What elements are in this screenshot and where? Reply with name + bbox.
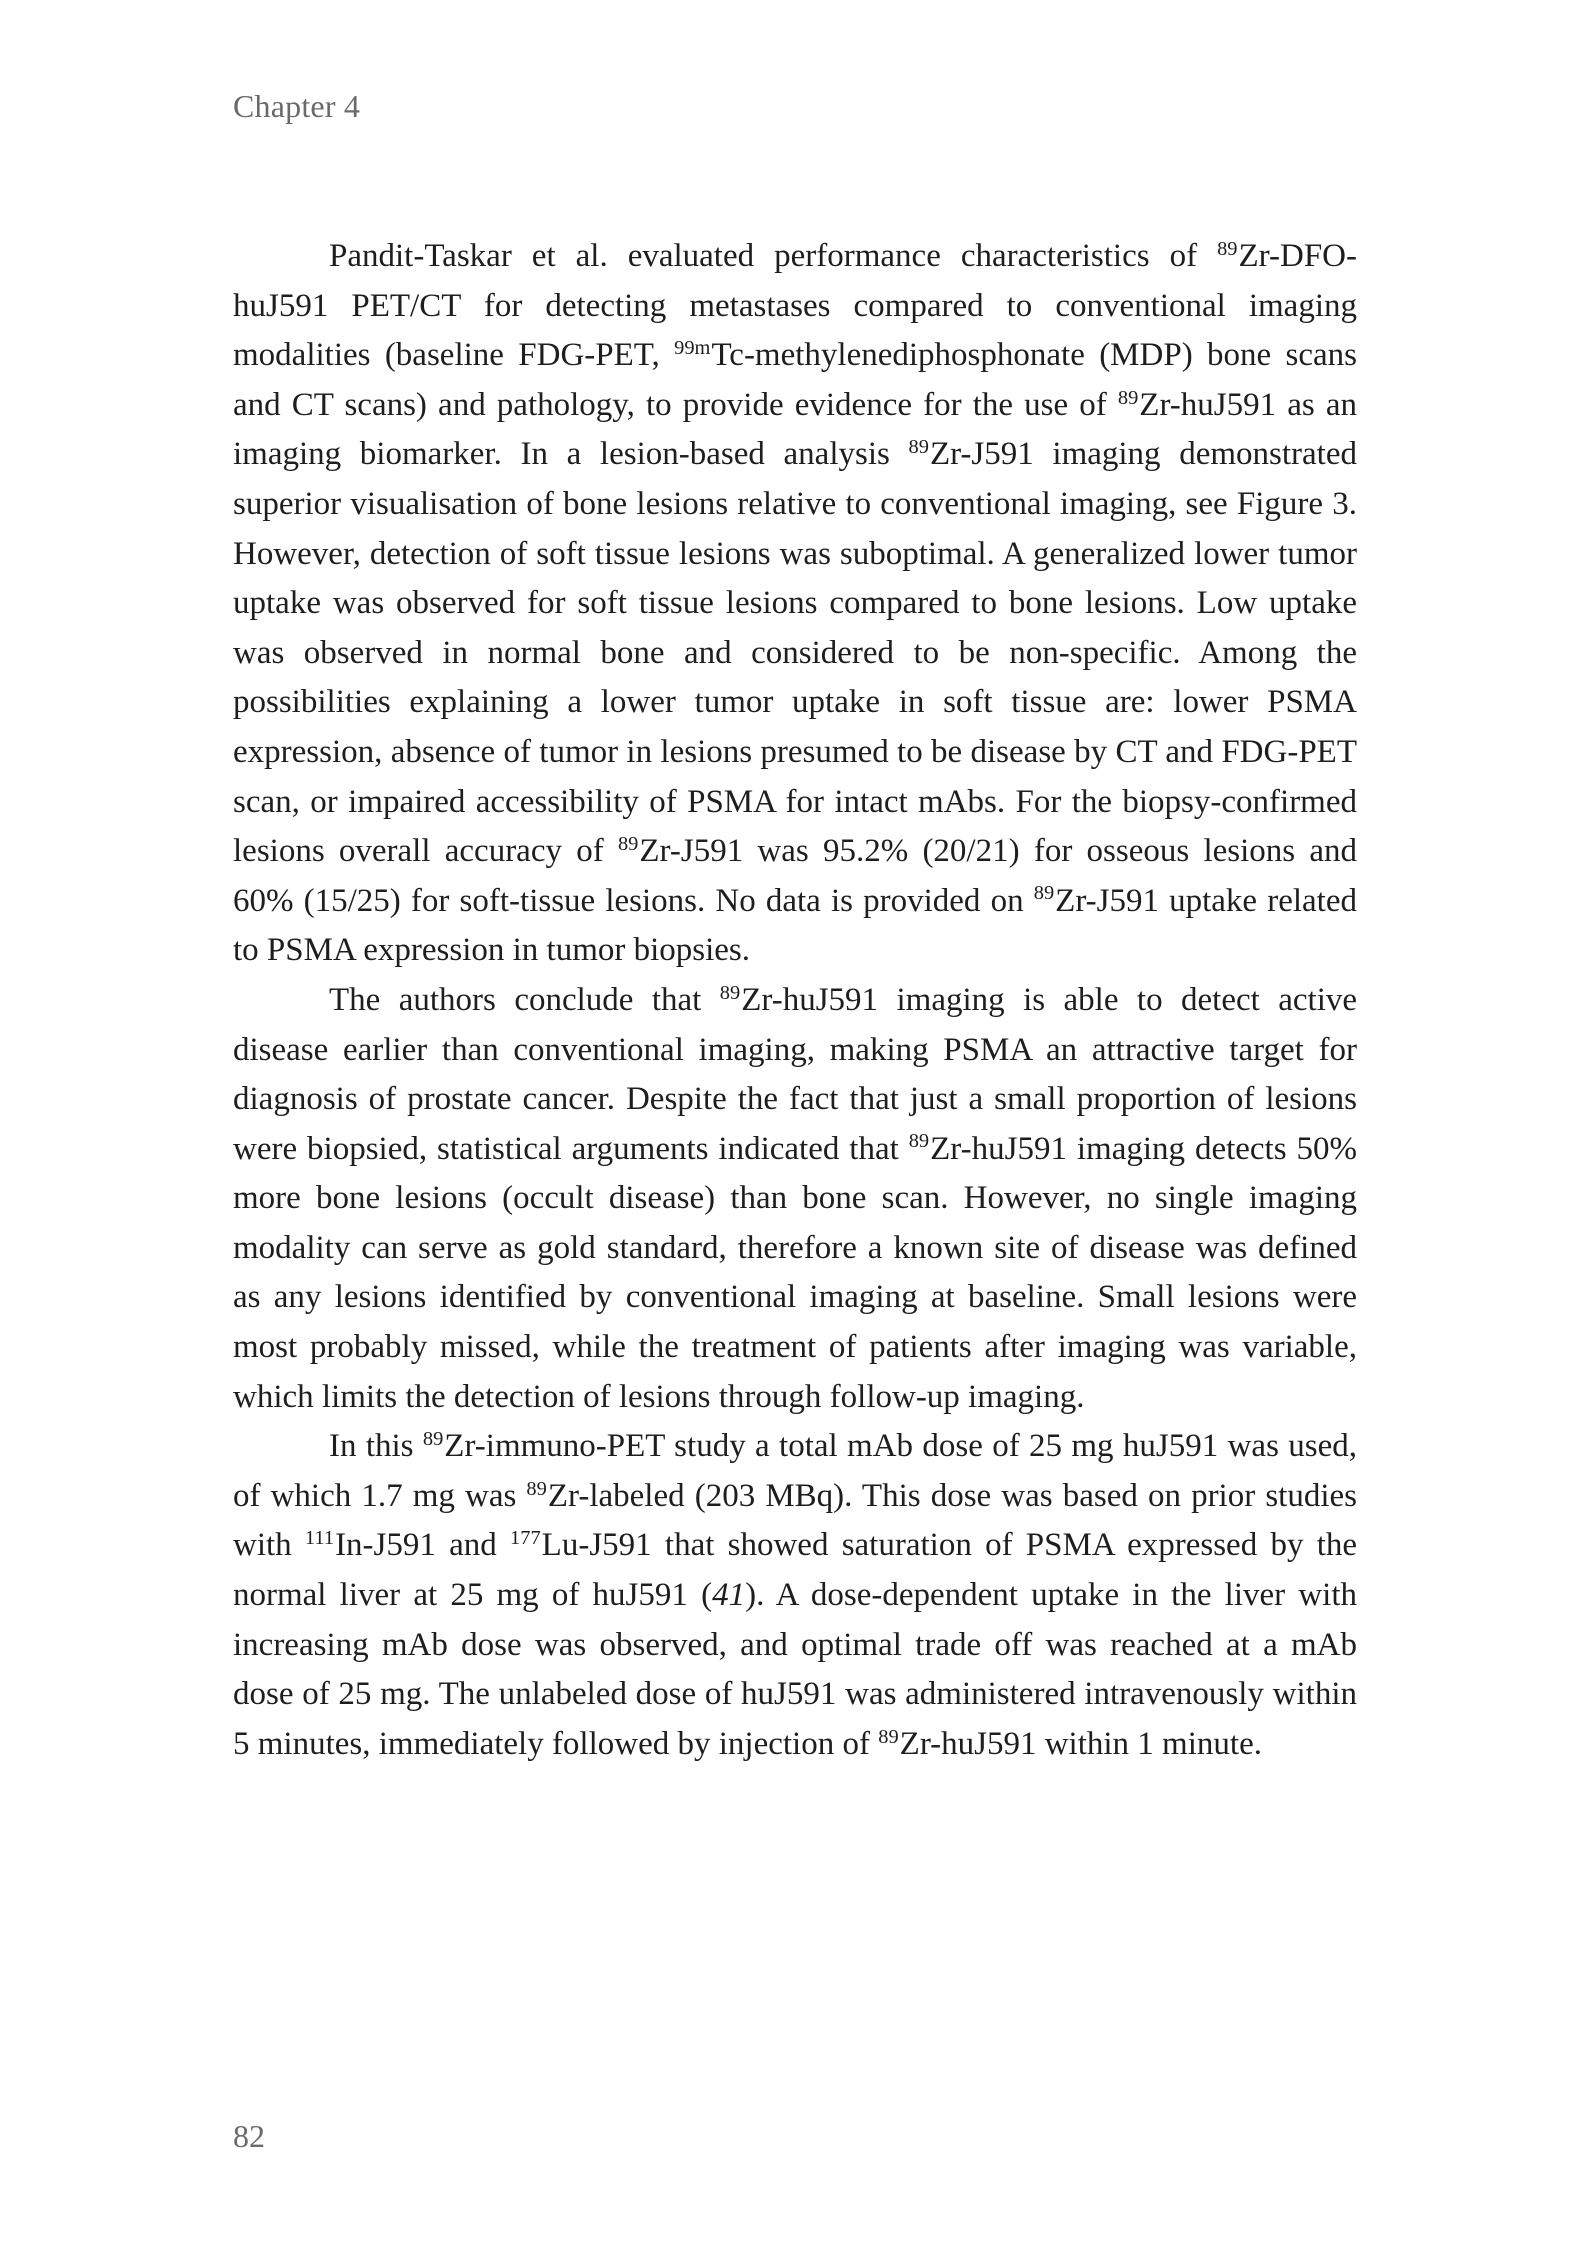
text-run: Zr-DFO-huJ591 PET/CT for detecting metastases compared to conventional imaging modalities (baseline FDG-PET, <box>233 238 1357 374</box>
isotope-superscript: 89 <box>719 981 741 1004</box>
isotope-superscript: 177 <box>510 1527 541 1550</box>
text-run: Zr-huJ591 imaging detects 50% more bone lesions (occult disease) than bone scan. However, no single imaging modality can serve as gold standard, therefore a known site of disease was defined as any lesions identified by conventional imaging at baseline. Small lesions were most probably missed, while the treatment of patients after imaging was variable, which limits the detection of lesions through follow-up imaging. <box>233 1130 1357 1415</box>
text-run: Zr-J591 was 95.2% (20/21) for osseous lesions and 60% (15/25) for soft-tissue lesions. No data is provided on <box>233 833 1357 919</box>
text-run: Zr-huJ591 as an imaging biomarker. In a lesion-based analysis <box>233 386 1357 473</box>
isotope-superscript: 111 <box>304 1527 335 1550</box>
isotope-superscript: 89 <box>617 832 639 855</box>
text-run: The authors conclude that <box>329 981 720 1018</box>
text-run: In-J591 and <box>335 1527 511 1564</box>
isotope-superscript: 89 <box>878 1725 899 1748</box>
text-run: Zr-huJ591 imaging is able to detect active disease earlier than conventional imaging, making PSMA an attractive target for diagnosis of prostate cancer. Despite the fact that just a small proportion of lesions were biopsied, statistical arguments indicated that <box>233 981 1358 1167</box>
text-run: ). A dose-dependent uptake in the liver with increasing mAb dose was observed, and optimal trade off was reached at a mAb dose of 25 mg. The unlabeled dose of huJ591 was administered intravenously within 5 minutes, immediately followed by injection of <box>233 1577 1357 1762</box>
text-run: Zr-immuno-PET study a total mAb dose of 25 mg huJ591 was used, of which 1.7 mg was <box>233 1428 1357 1514</box>
text-run: Tc-methylenediphosphonate (MDP) bone scans and CT scans) and pathology, to provide evidence for the use of <box>233 337 1358 423</box>
text-run: In this <box>329 1428 423 1465</box>
text-run: Zr-labeled (203 MBq). This dose was based on prior studies with <box>233 1477 1357 1564</box>
text-run: Pandit-Taskar et al. evaluated performance characteristics of <box>329 238 1218 274</box>
isotope-superscript: 89 <box>1117 386 1139 409</box>
isotope-superscript: 89 <box>1217 237 1238 260</box>
page-number: 82 <box>233 2118 265 2154</box>
isotope-superscript: 89 <box>1033 882 1055 905</box>
reference-citation: 41 <box>712 1577 746 1614</box>
isotope-superscript: 99m <box>674 336 711 359</box>
body-text <box>233 232 1357 1769</box>
text-run: Zr-J591 uptake related to PSMA expression in tumor biopsies. <box>233 882 1357 969</box>
paragraph-1 <box>233 232 1357 976</box>
running-header-chapter: Chapter 4 <box>233 88 361 124</box>
text-run: Zr-huJ591 within 1 minute. <box>899 1725 1262 1762</box>
isotope-superscript: 89 <box>908 436 929 459</box>
isotope-superscript: 89 <box>908 1130 930 1153</box>
paragraph-3 <box>233 1422 1357 1769</box>
text-run: Lu-J591 that showed saturation of PSMA expressed by the normal liver at 25 mg of huJ591 ( <box>233 1527 1358 1614</box>
isotope-superscript: 89 <box>422 1428 444 1450</box>
isotope-superscript: 89 <box>526 1477 547 1500</box>
paragraph-2 <box>233 976 1357 1422</box>
text-run: Zr-J591 imaging demonstrated superior visualisation of bone lesions relative to conventional imaging, see Figure 3. However, detection of soft tissue lesions was suboptimal. A generalized lower tumor uptake was observed for soft tissue lesions compared to bone lesions. Low uptake was observed in normal bone and considered to be non-specific. Among the possibilities explaining a lower tumor uptake in soft tissue are: lower PSMA expression, absence of tumor in lesions presumed to be disease by CT and FDG-PET scan, or impaired accessibility of PSMA for intact mAbs. For the biopsy-confirmed lesions overall accuracy of <box>233 436 1357 870</box>
